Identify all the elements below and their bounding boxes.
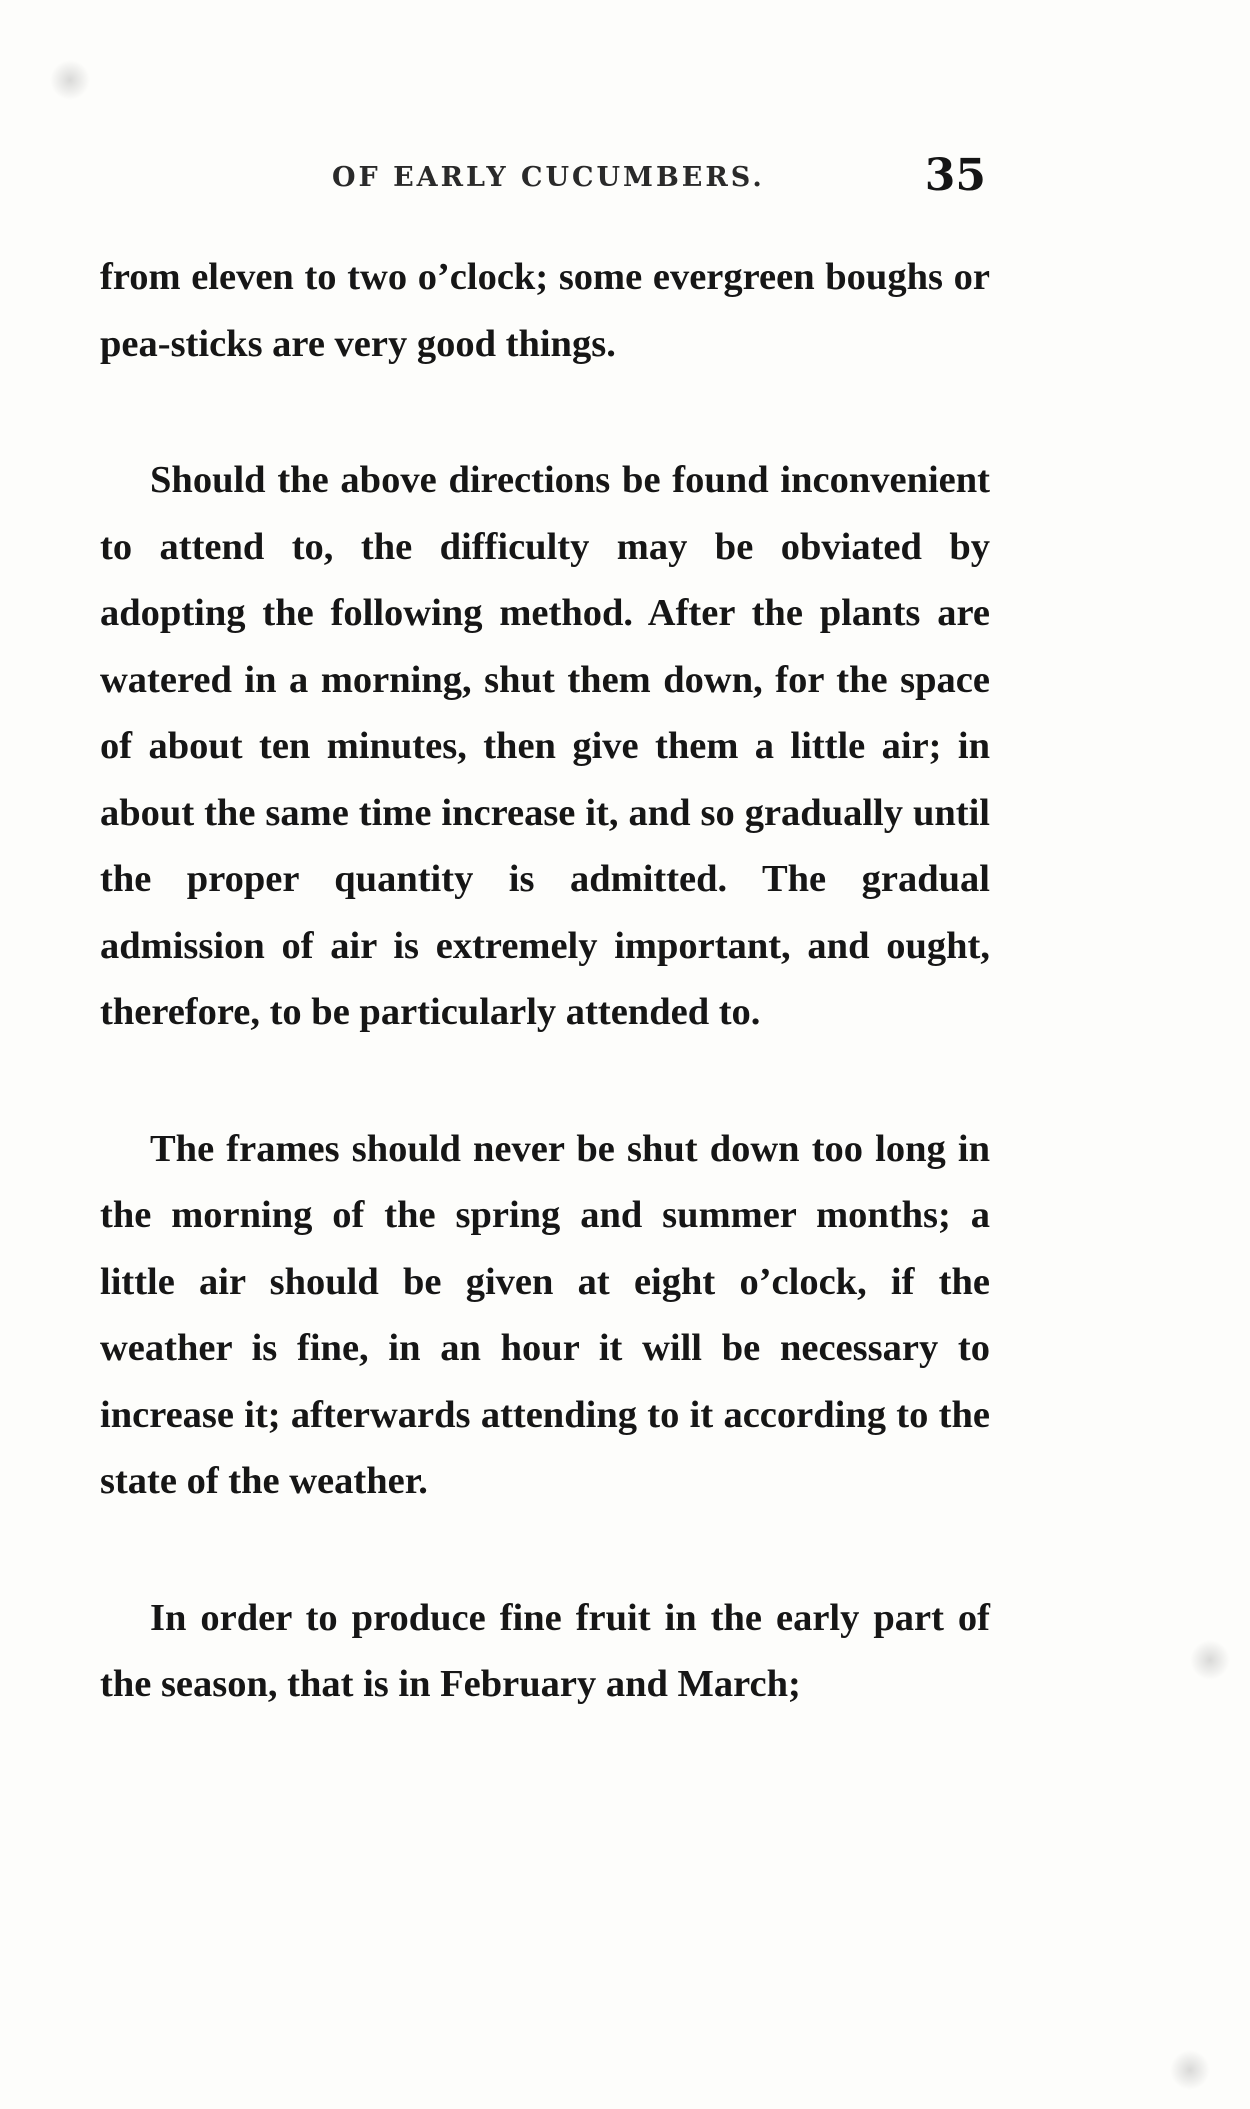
paragraph-frames: The frames should never be shut down too long in the morning of the spring and summer months; a little air should be given at eight o’clock, if the weather is fine, in an hour it will be necessary to increase it; afterwards attending to it according to the state of the weather. [100, 1127, 990, 1502]
running-title: OF EARLY CUCUMBERS. [332, 162, 765, 193]
paragraph-fine-fruit: In order to produce fine fruit in the early part of the season, that is in February and March; [100, 1596, 990, 1705]
paragraph-continuation: from eleven to two o’clock; some evergreen boughs or pea-sticks are very good things. [100, 256, 990, 365]
paragraph-directions: Should the above directions be found inconvenient to attend to, the difficulty may be obviated by adopting the following method. After the plants are watered in a morning, shut them down, for the space of about ten minutes, then give them a little air; in about the same time increase it, and so gradually until the proper quantity is admitted. The gradual admission of air is extremely important, and ought, therefore, to be particularly attended to. [100, 459, 990, 1033]
print-speck [1190, 1640, 1230, 1680]
page-header [100, 150, 990, 206]
page-body [100, 244, 990, 1718]
page-number: 35 [924, 150, 986, 201]
print-speck [1170, 2050, 1210, 2090]
print-speck [50, 60, 90, 100]
